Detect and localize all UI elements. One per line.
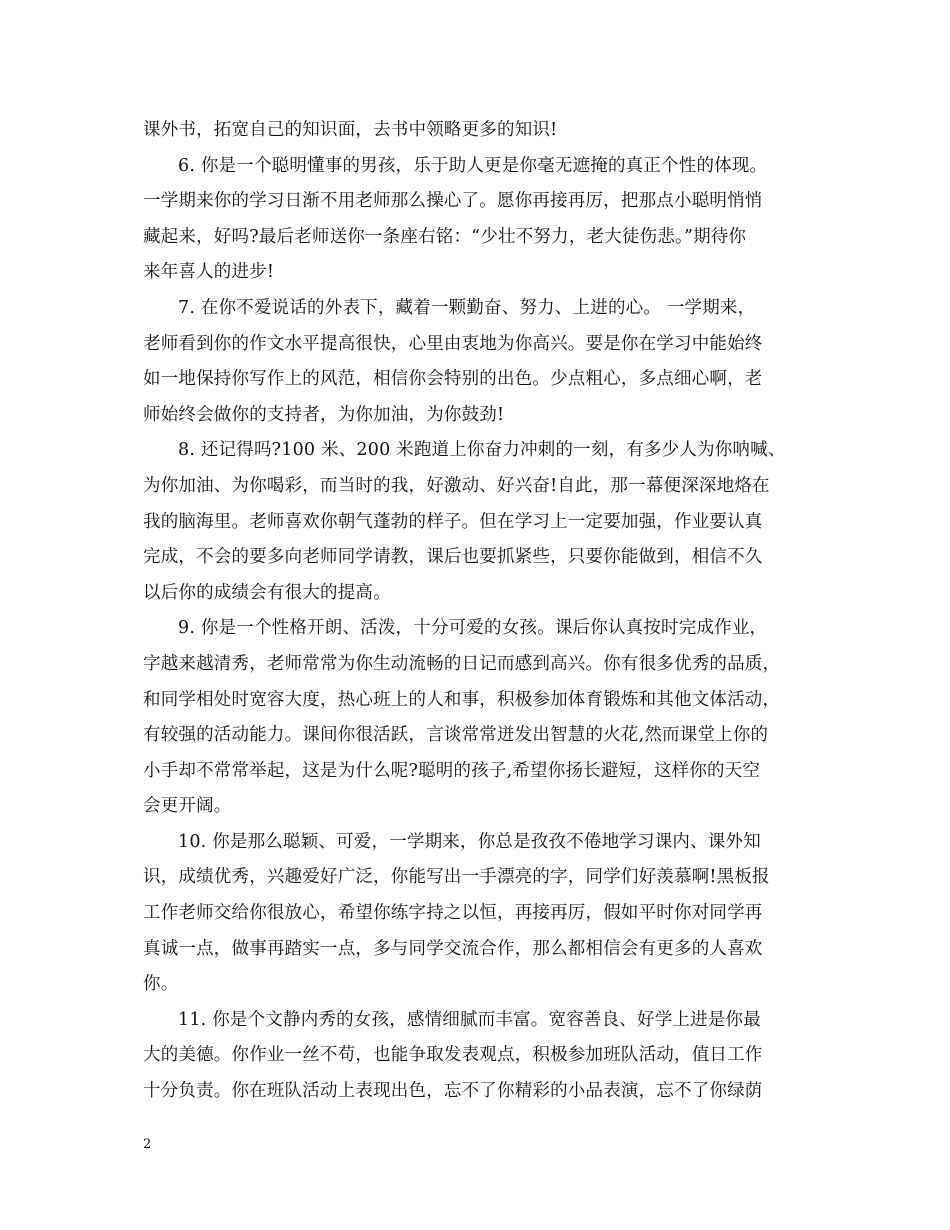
- text-line: 为你加油、为你喝彩，而当时的我，好激动、好兴奋!自此，那一幕便深深地烙在: [143, 475, 770, 496]
- text-line: 真诚一点，做事再踏实一点，多与同学交流合作，那么都相信会有更多的人喜欢: [143, 938, 763, 959]
- text-line: 有较强的活动能力。课间你很活跃，言谈常常迸发出智慧的火花,然而课堂上你的: [143, 725, 769, 746]
- text-line: 大的美德。你作业一丝不苟，也能争取发表观点，积极参加班队活动，值日工作: [143, 1045, 763, 1066]
- text-line: 藏起来，好吗?最后老师送你一条座右铭：“少壮不努力，老大徒伤悲。”期待你: [143, 226, 747, 247]
- text-line: 7. 在你不爱说话的外表下，藏着一颗勤奋、努力、上进的心。 一学期来，: [178, 297, 756, 318]
- text-line: 9. 你是一个性格开朗、活泼，十分可爱的女孩。课后你认真按时完成作业，: [178, 618, 768, 639]
- text-line: 如一地保持你写作上的风范，相信你会特别的出色。少点粗心，多点细心啊，老: [143, 369, 763, 390]
- text-line: 老师看到你的作文水平提高很快，心里由衷地为你高兴。要是你在学习中能始终: [143, 333, 763, 354]
- text-line: 我的脑海里。老师喜欢你朝气蓬勃的样子。但在学习上一定要加强，作业要认真: [143, 511, 763, 532]
- text-line: 字越来越清秀，老师常常为你生动流畅的日记而感到高兴。你有很多优秀的品质，: [143, 653, 781, 674]
- text-line: 8. 还记得吗?100 米、200 米跑道上你奋力冲刺的一刻，有多少人为你呐喊、: [178, 440, 786, 461]
- text-line: 工作老师交给你很放心，希望你练字持之以恒，再接再厉，假如平时你对同学再: [143, 903, 763, 924]
- text-line: 以后你的成绩会有很大的提高。: [143, 582, 391, 603]
- document-body: [143, 113, 813, 1110]
- text-line: 6. 你是一个聪明懂事的男孩，乐于助人更是你毫无遮掩的真正个性的体现。: [178, 155, 768, 176]
- text-line: 10. 你是那么聪颖、可爱，一学期来，你总是孜孜不倦地学习课内、课外知: [178, 831, 761, 852]
- text-line: 识，成绩优秀，兴趣爱好广泛，你能写出一手漂亮的字，同学们好羡慕啊!黑板报: [143, 867, 770, 888]
- text-line: 课外书，拓宽自己的知识面，去书中领略更多的知识!: [143, 120, 558, 140]
- text-line: 11. 你是个文静内秀的女孩，感情细腻而丰富。宽容善良、好学上进是你最: [178, 1009, 761, 1030]
- text-line: 师始终会做你的支持者，为你加油，为你鼓劲!: [143, 404, 505, 425]
- text-line: 和同学相处时宽容大度，热心班上的人和事，积极参加体育锻炼和其他文体活动，: [143, 689, 781, 710]
- text-line: 会更开阔。: [143, 796, 232, 817]
- text-line: 你。: [143, 974, 179, 995]
- text-line: 一学期来你的学习日渐不用老师那么操心了。愿你再接再厉，把那点小聪明悄悄: [143, 191, 763, 212]
- text-line: 小手却不常常举起，这是为什么呢?聪明的孩子,希望你扬长避短，这样你的天空: [143, 760, 761, 781]
- text-line: 完成，不会的要多向老师同学请教，课后也要抓紧些，只要你能做到，相信不久: [143, 547, 763, 568]
- page-number: 2: [143, 1137, 152, 1152]
- text-line: 十分负责。你在班队活动上表现出色，忘不了你精彩的小品表演，忘不了你绿荫: [143, 1081, 763, 1102]
- text-line: 来年喜人的进步!: [143, 262, 275, 283]
